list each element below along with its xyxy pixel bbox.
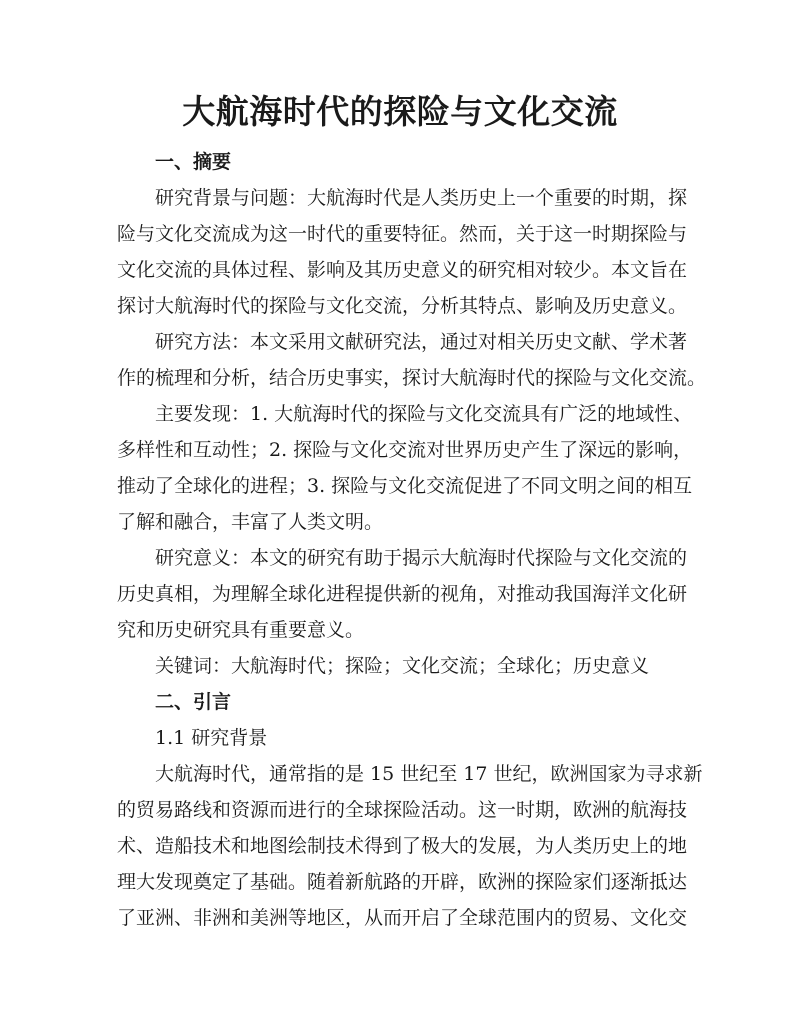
paragraph-line: 险与文化交流成为这一时代的重要特征。然而，关于这一时期探险与	[117, 223, 688, 245]
paragraph-line: 了解和融合，丰富了人类文明。	[117, 511, 384, 533]
paragraph-line: 文化交流的具体过程、影响及其历史意义的研究相对较少。本文旨在	[117, 259, 688, 281]
paragraph-line: 理大发现奠定了基础。随着新航路的开辟，欧洲的探险家们逐渐抵达	[117, 871, 688, 893]
paragraph-line: 主要发现：1. 大航海时代的探险与文化交流具有广泛的地域性、	[155, 403, 693, 425]
paragraph-line: 研究意义：本文的研究有助于揭示大航海时代探险与文化交流的	[155, 547, 688, 569]
paragraph-line: 探讨大航海时代的探险与文化交流，分析其特点、影响及历史意义。	[117, 295, 688, 317]
paragraph-line: 了亚洲、非洲和美洲等地区，从而开启了全球范围内的贸易、文化交	[117, 907, 688, 929]
paragraph-line: 术、造船技术和地图绘制技术得到了极大的发展，为人类历史上的地	[117, 835, 688, 857]
paragraph-line: 研究方法：本文采用文献研究法，通过对相关历史文献、学术著	[155, 331, 688, 353]
subsection-heading-background: 1.1 研究背景	[155, 727, 268, 749]
keywords-line: 关键词：大航海时代；探险；文化交流；全球化；历史意义	[155, 655, 650, 677]
section-heading-introduction: 二、引言	[155, 691, 232, 713]
paragraph-line: 推动了全球化的进程；3. 探险与文化交流促进了不同文明之间的相互	[117, 475, 693, 497]
section-heading-abstract: 一、摘要	[155, 151, 232, 173]
paragraph-line: 究和历史研究具有重要意义。	[117, 619, 365, 641]
paragraph-line: 研究背景与问题：大航海时代是人类历史上一个重要的时期，探	[155, 187, 688, 209]
paragraph-line: 作的梳理和分析，结合历史事实，探讨大航海时代的探险与文化交流。	[117, 367, 707, 389]
paragraph-line: 的贸易路线和资源而进行的全球探险活动。这一时期，欧洲的航海技	[117, 799, 688, 821]
paragraph-line: 多样性和互动性；2. 探险与文化交流对世界历史产生了深远的影响，	[117, 439, 693, 461]
document-title: 大航海时代的探险与文化交流	[182, 92, 618, 131]
paragraph-line: 大航海时代，通常指的是 15 世纪至 17 世纪，欧洲国家为寻求新	[155, 763, 703, 785]
paragraph-line: 历史真相，为理解全球化进程提供新的视角，对推动我国海洋文化研	[117, 583, 688, 605]
